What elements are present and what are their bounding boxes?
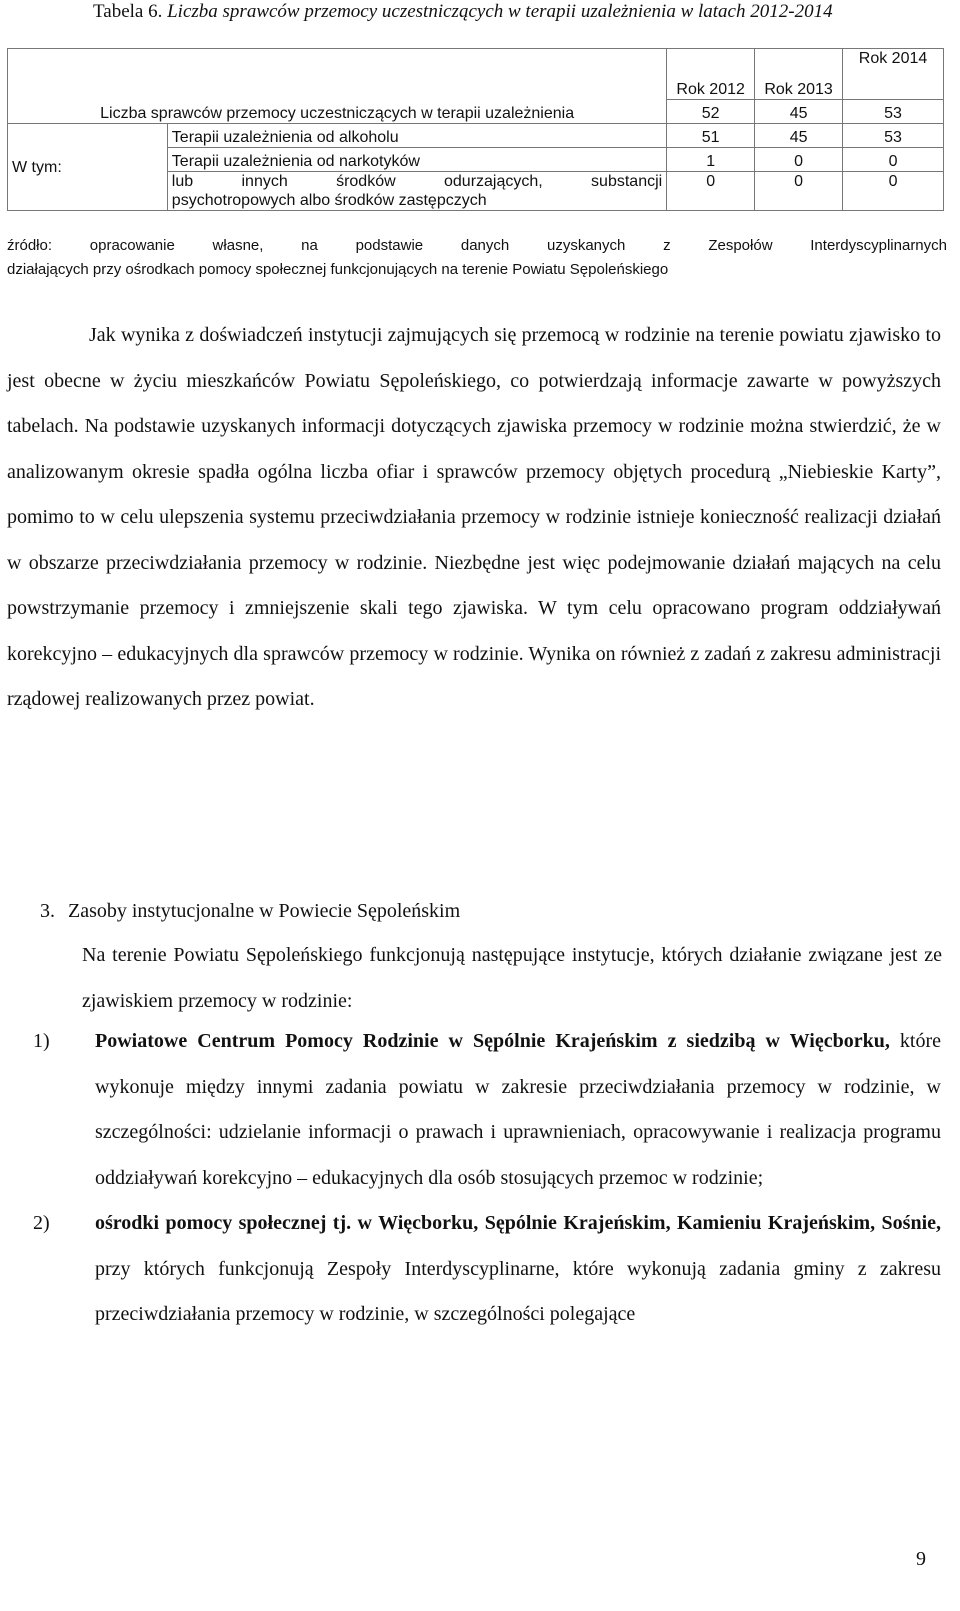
row-label: Terapii uzależnienia od narkotyków [167, 148, 666, 172]
offenders-table [7, 48, 944, 211]
main-label-cell [8, 49, 667, 124]
year-header-2014: Rok 2014 [843, 49, 944, 100]
year-header-2012: Rok 2012 [667, 49, 755, 100]
list-item-text: które wykonuje między innymi zadania powiatu w zakresie przeciwdziałania przemocy w rodzinie, w szczególności: udzielanie informacji o prawach i uprawnieniach, opracowywanie i realizacja programu oddziaływań korekcyjno – edukacyjnych dla osób stosujących przemoc w rodzinie; [95, 1030, 941, 1189]
list-item-bold: ośrodki pomocy społecznej tj. w Więcborku, Sępólnie Krajeńskim, Kamieniu Krajeńskim, Sośnie, [95, 1212, 941, 1234]
table-row [8, 124, 944, 148]
row-value: 0 [667, 172, 755, 211]
year-header-2013: Rok 2013 [755, 49, 843, 100]
row-value: 0 [843, 172, 944, 211]
section-title: Zasoby instytucjonalne w Powiecie Sępoleńskim [68, 900, 461, 922]
section-heading [40, 889, 460, 935]
row-value: 0 [755, 172, 843, 211]
row-label-line: lub innych środków odurzających, substancji [171, 173, 663, 190]
row-value: 0 [755, 148, 843, 172]
source-line-2: działających przy ośrodkach pomocy społecznej funkcjonujących na terenie Powiatu Sępoleńskiego [7, 261, 669, 278]
caption-title: Liczba sprawców przemocy uczestniczących w terapii uzależnienia w latach 2012-2014 [167, 1, 833, 22]
row-label: Terapii uzależnienia od alkoholu [167, 124, 666, 148]
list-item-number: 2) [33, 1212, 50, 1234]
w-tym-label: W tym: [8, 124, 168, 211]
list-item [7, 1201, 941, 1338]
table-header-row [8, 49, 944, 100]
body-paragraph [7, 313, 941, 723]
list-item-bold: Powiatowe Centrum Pomocy Rodzinie w Sępólnie Krajeńskim z siedzibą w Więcborku, [95, 1030, 890, 1052]
row-value: 0 [843, 148, 944, 172]
total-2012: 52 [667, 100, 755, 124]
row-value: 51 [667, 124, 755, 148]
page-number: 9 [916, 1548, 926, 1570]
list-item-number: 1) [33, 1030, 50, 1052]
row-label [167, 172, 666, 211]
row-value: 1 [667, 148, 755, 172]
row-label-line: psychotropowych albo środków zastępczych [171, 192, 487, 209]
list-item [7, 1019, 941, 1201]
section-number: 3. [40, 900, 55, 922]
total-2013: 45 [755, 100, 843, 124]
institution-list [7, 1019, 941, 1338]
main-label: Liczba sprawców przemocy uczestniczących w terapii uzależnienia [100, 105, 575, 122]
source-line-1: źródło: opracowanie własne, na podstawie danych uzyskanych z Zespołów Interdyscyplinarnych [7, 237, 947, 254]
list-item-text: przy których funkcjonują Zespoły Interdyscyplinarne, które wykonują zadania gminy z zakresu przeciwdziałania przemocy w rodzinie, w szczególności polegające [95, 1257, 941, 1325]
total-2014: 53 [843, 100, 944, 124]
paragraph-text: Jak wynika z doświadczeń instytucji zajmujących się przemocą w rodzinie na terenie powiatu zjawisko to jest obecne w życiu mieszkańców Powiatu Sępoleńskiego, co potwierdzają informacje zawarte w powyższych tabelach. Na podstawie uzyskanych informacji dotyczących zjawiska przemocy w rodzinie można stwierdzić, że w analizowanym okresie spadła ogólna liczba ofiar i sprawców przemocy objętych procedurą „Niebieskie Karty”, pomimo to w celu ulepszenia systemu przeciwdziałania przemocy w rodzinie istnieje konieczność realizacji działań w obszarze przeciwdziałania przemocy w rodzinie. Niezbędne jest więc podejmowanie działań mających na celu powstrzymanie przemocy i zmniejszenie skali tego zjawiska. W tym celu opracowano program oddziaływań korekcyjno – edukacyjnych dla sprawców przemocy w rodzinie. Wynika on również z zadań z zakresu administracji rządowej realizowanych przez powiat. [7, 324, 941, 710]
caption-label: Tabela 6. [93, 1, 163, 22]
row-value: 45 [755, 124, 843, 148]
table-caption [93, 0, 943, 24]
table-source [7, 234, 947, 282]
row-value: 53 [843, 124, 944, 148]
section-intro: Na terenie Powiatu Sępoleńskiego funkcjonują następujące instytucje, których działanie związane jest ze zjawiskiem przemocy w rodzinie: [82, 944, 942, 1012]
